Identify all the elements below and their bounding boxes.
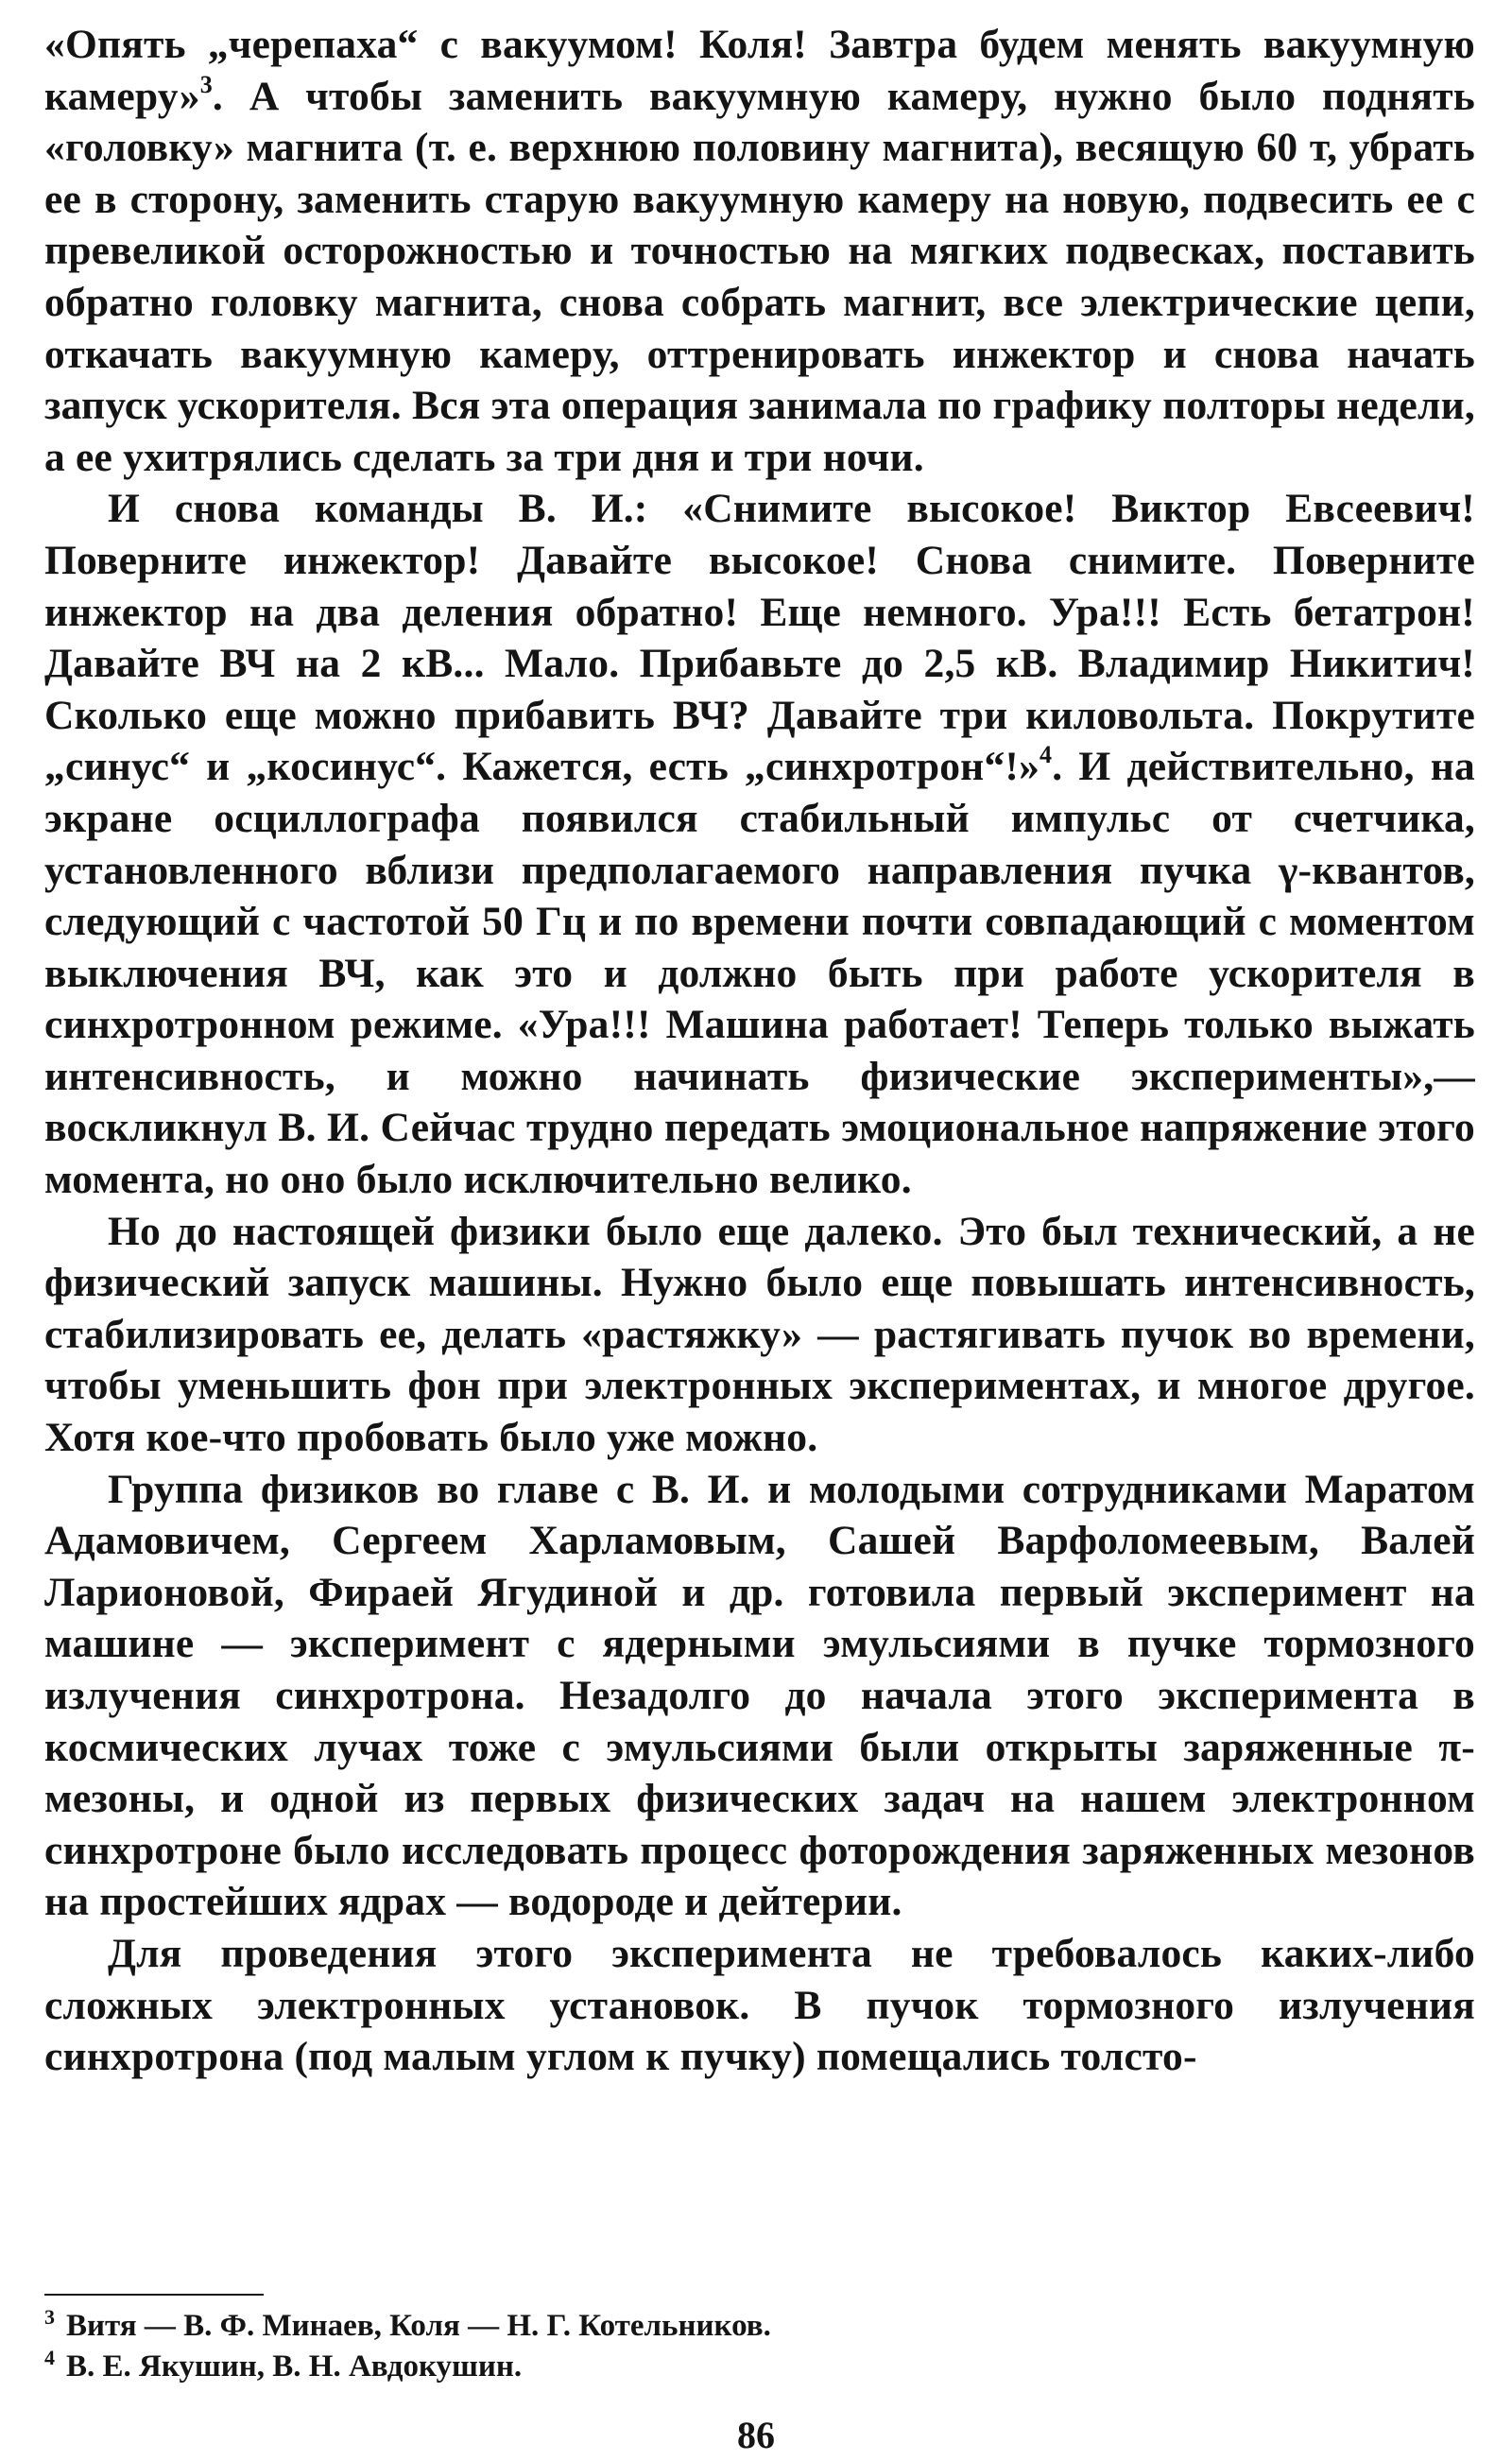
footnotes [44, 2306, 1475, 2387]
main-text [44, 19, 1475, 2083]
footnote-4-number: 4 [44, 2346, 55, 2369]
footnote-3-text: Витя — В. Ф. Минаев, Коля — Н. Г. Котельников. [66, 2309, 771, 2343]
paragraph-2 [44, 483, 1475, 1205]
footnote-ref-4: 4 [1040, 741, 1053, 769]
paragraph-3: Но до настоящей физики было еще далеко. Это был технический, а не физический запуск машины. Нужно было еще повышать интенсивность, стабилизировать ее, делать «растяжку» — растягивать пучок во времени, чтобы уменьшить фон при электронных экспериментах, и многое другое. Хотя кое-что пробовать было уже можно. [44, 1208, 1475, 1461]
footnote-ref-3: 3 [199, 70, 213, 98]
paragraph-4: Группа физиков во главе с В. И. и молодыми сотрудниками Маратом Адамовичем, Сергеем Харламовым, Сашей Варфоломеевым, Валей Ларионовой, Фираей Ягудиной и др. готовила первый эксперимент на машине — эксперимент с ядерными эмульсиями в пучке тормозного излучения синхротрона. Незадолго до начала этого эксперимента в космических лучах тоже с эмульсиями были открыты заряженные π-мезоны, и одной из первых физических задач на нашем электронном синхротроне было исследовать процесс фоторождения заряженных мезонов на простейших ядрах — водороде и дейтерии. [44, 1466, 1475, 1925]
paragraph-2-text-b: . И действительно, на экране осциллографа появился стабильный импульс от счетчика, установленного вблизи предполагаемого направления пучка γ-квантов, следующий с частотой 50 Гц и по времени почти совпадающий с моментом выключения ВЧ, как это и должно быть при работе ускорителя в синхротронном режиме. «Ура!!! Машина работает! Теперь только выжать интенсивность, и можно начинать физические эксперименты»,— воскликнул В. И. Сейчас трудно передать эмоциональное напряжение этого момента, но оно было исключительно велико. [44, 744, 1475, 1203]
footnote-3 [44, 2306, 1475, 2347]
footnote-4 [44, 2347, 1475, 2387]
paragraph-1-text-b: . А чтобы заменить вакуумную камеру, нужно было поднять «головку» магнита (т. е. верхнюю половину магнита), весящую 60 т, убрать ее в сторону, заменить старую вакуумную камеру на новую, подвесить ее с превеликой осторожностью и точностью на мягких подвесках, поставить обратно головку магнита, снова собрать магнит, все электрические цепи, откачать вакуумную камеру, оттренировать инжектор и снова начать запуск ускорителя. Вся эта операция занимала по графику полторы недели, а ее ухитрялись сделать за три дня и три ночи. [44, 73, 1475, 480]
page-number: 86 [737, 2414, 775, 2456]
footnote-4-text: В. Е. Якушин, В. Н. Авдокушин. [66, 2349, 523, 2384]
paragraph-5: Для проведения этого эксперимента не требовалось каких-либо сложных электронных установок. В пучок тормозного излучения синхротрона (под малым углом к пучку) помещались толсто- [44, 1930, 1475, 2080]
footnote-divider [44, 2294, 264, 2296]
paragraph-2-text-a: И снова команды В. И.: «Снимите высокое! Виктор Евсеевич! Поверните инжектор! Давайте высокое! Снова снимите. Поверните инжектор на два деления обратно! Еще немного. Ура!!! Есть бетатрон! Давайте ВЧ на 2 кВ... Мало. Прибавьте до 2,5 кВ. Владимир Никитич! Сколько еще можно прибавить ВЧ? Давайте три киловольта. Покрутите „синус“ и „косинус“. Кажется, есть „синхротрон“!» [44, 486, 1475, 790]
paragraph-1 [44, 19, 1475, 483]
paragraph-1-text-a: «Опять „черепаха“ с вакуумом! Коля! Завтра будем менять вакуумную камеру» [44, 22, 1475, 119]
footnote-3-number: 3 [44, 2305, 55, 2329]
